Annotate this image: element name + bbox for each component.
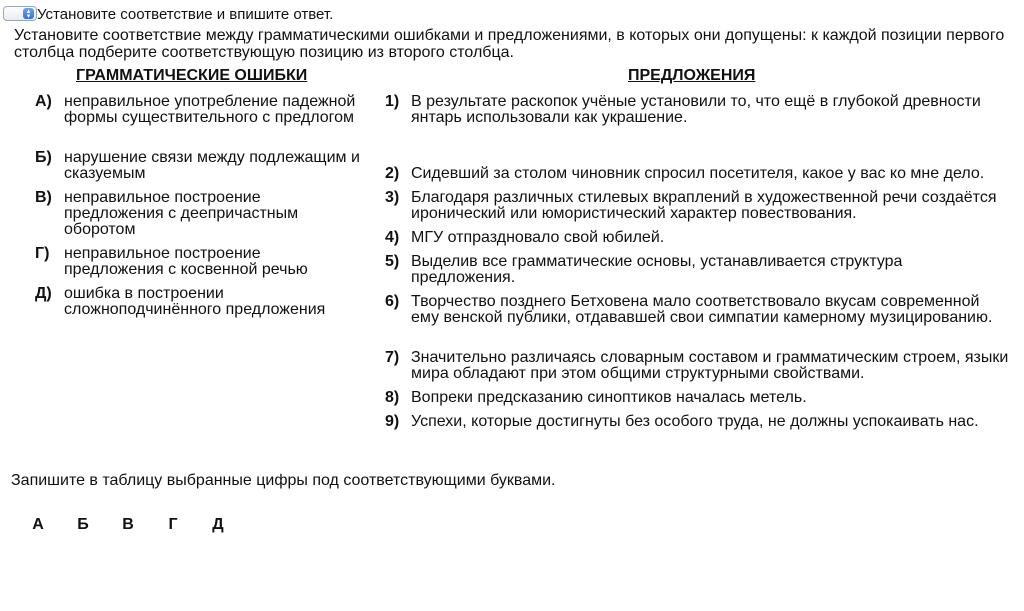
- error-label: Д): [35, 285, 52, 302]
- answer-letter: В: [122, 516, 134, 533]
- answer-letter: Д: [212, 516, 224, 533]
- sentence-text: Благодаря различных стилевых вкраплений в художественной речи создаётся иронический или юмористический характер повествования.: [411, 189, 997, 222]
- error-text: неправильное построение предложения с деепричастным оборотом: [64, 189, 299, 238]
- sentence-text: Выделив все грамматические основы, устанавливается структура предложения.: [411, 253, 903, 286]
- error-text: нарушение связи между подлежащим и сказуемым: [64, 149, 360, 182]
- sentence-label: 5): [385, 253, 400, 270]
- stepper-arrows-icon[interactable]: ▴ ▾: [23, 8, 34, 19]
- sentence-label: 4): [385, 229, 400, 246]
- sentence-label: 8): [385, 389, 400, 406]
- task-prompt: Установите соответствие и впишите ответ.: [37, 6, 334, 23]
- sentence-label: 3): [385, 189, 400, 206]
- error-text: ошибка в построении сложноподчинённого предложения: [64, 285, 326, 318]
- answer-letter: А: [32, 516, 44, 533]
- sentence-text: Вопреки предсказанию синоптиков началась метель.: [411, 389, 807, 406]
- sentence-label: 9): [385, 413, 400, 430]
- error-label: Б): [35, 149, 52, 166]
- sentence-text: МГУ отпраздновало свой юбилей.: [411, 229, 665, 246]
- instruction-text: Установите соответствие между грамматическими ошибками и предложениями, в которых они допущены: к каждой позиции первого столбца подберите соответствующую позицию из второго столбца.: [14, 27, 1005, 61]
- task-stepper[interactable]: [3, 6, 37, 21]
- error-text: неправильное построение предложения с косвенной речью: [64, 245, 308, 278]
- right-column-heading: ПРЕДЛОЖЕНИЯ: [628, 67, 756, 84]
- footer-instruction: Запишите в таблицу выбранные цифры под соответствующими буквами.: [11, 472, 556, 489]
- sentence-text: Творчество позднего Бетховена мало соответствовало вкусам современной ему венской публики, отдававшей свои симпатии камерному музицированию.: [411, 293, 993, 326]
- sentence-text: Сидевший за столом чиновник спросил посетителя, какое у вас ко мне дело.: [411, 165, 985, 182]
- error-text: неправильное употребление падежной формы существительного с предлогом: [64, 93, 356, 126]
- answer-letter: Г: [168, 516, 178, 533]
- sentence-label: 2): [385, 165, 400, 182]
- sentence-text: Успехи, которые достигнуты без особого труда, не должны успокаивать нас.: [411, 413, 979, 430]
- error-label: Г): [35, 245, 50, 262]
- left-column-heading: ГРАММАТИЧЕСКИЕ ОШИБКИ: [76, 67, 308, 84]
- answer-letter: Б: [77, 516, 89, 533]
- error-label: В): [35, 189, 52, 206]
- sentence-label: 6): [385, 293, 400, 310]
- sentence-text: В результате раскопок учёные установили то, что ещё в глубокой древности янтарь использовали как украшение.: [411, 93, 981, 126]
- error-label: А): [35, 93, 52, 110]
- sentence-label: 7): [385, 349, 400, 366]
- sentence-text: Значительно различаясь словарным составом и грамматическим строем, языки мира обладают при этом общими структурными свойствами.: [411, 349, 1009, 382]
- sentence-label: 1): [385, 93, 400, 110]
